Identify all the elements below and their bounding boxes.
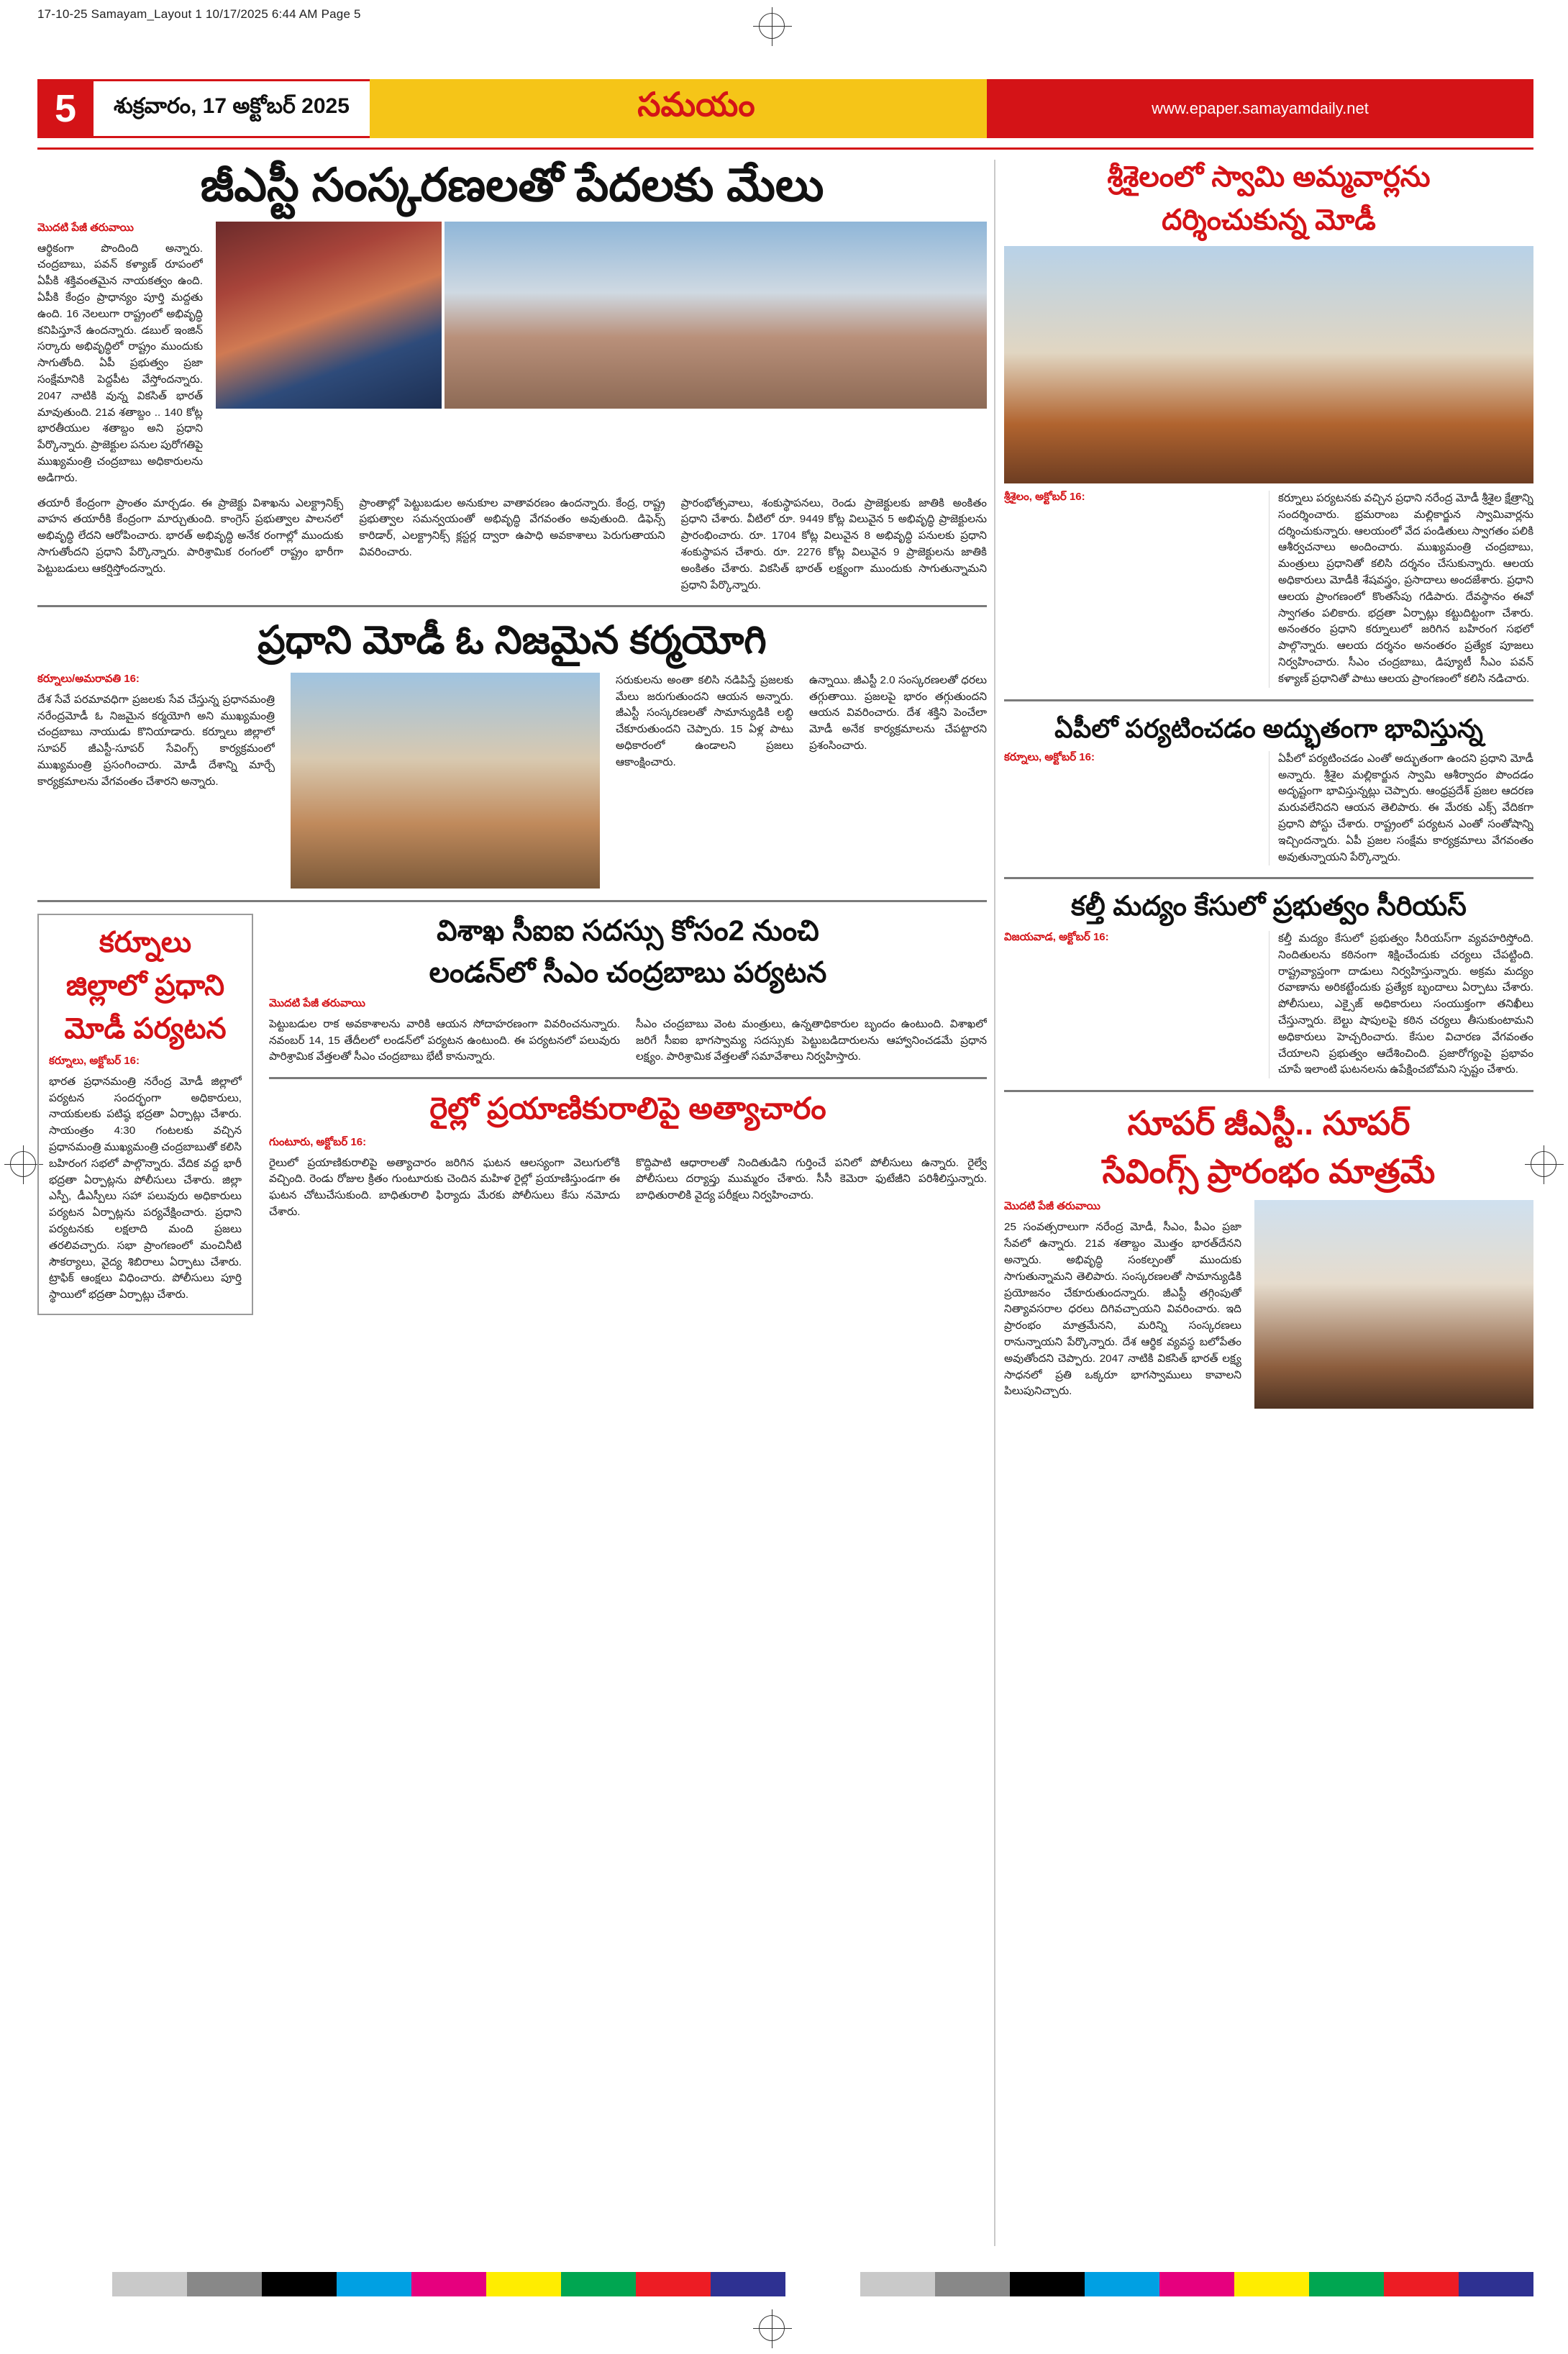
left-column-block: [37, 160, 987, 1315]
column-separator: [994, 160, 995, 2246]
lead-paragraph-2: తయారీ కేంద్రంగా ప్రాంతం మార్చడం. ఈ ప్రాజెక్టు విశాఖను ఎలక్ట్రానిక్స్ వాహన తయారీకి కేంద్రంగా మార్చుతుంది. కాంగ్రెస్ ప్రభుత్వాల పాలనలో అభివృద్ధి లేదని ఆరోపించారు. భారత్ అభివృద్ధి అనేక రంగాల్లో ముందుకు సాగుతోందని ప్రధాని పేర్కొన్నారు. పారిశ్రామిక రంగంలో రాష్ట్రం భారీగా పెట్టుబడులు ఆకర్షిస్తోందన్నారు.: [37, 496, 344, 575]
karnool-headline-line-3: మోడీ పర్యటన: [64, 1012, 227, 1045]
color-swatch-17: [1309, 2272, 1384, 2296]
article-train-crime: [269, 1091, 987, 1221]
karnool-dateline: కర్నూలు, అక్టోబర్ 16:: [49, 1054, 140, 1067]
karmayogi-dateline: కర్నూలు/అమరావతి 16:: [37, 672, 140, 685]
divider-4: [1004, 699, 1533, 701]
vizag-paragraph-1: పెట్టుబడుల రాక అవకాశాలను వారికి ఆయన సోదాహరణంగా వివరించనున్నారు. నవంబర్ 14, 15 తేదీలలో లండన్‌లో పర్యటన ఉంటుంది. ఈ పర్యటనలో పలువురు పారిశ్రామిక వేత్తలతో సీఎం చంద్రబాబు భేటీ కానున్నారు.: [269, 1017, 620, 1063]
print-header: 17-10-25 Samayam_Layout 1 10/17/2025 6:44 AM Page 5: [37, 7, 361, 21]
karmayogi-headline: ప్రధాని మోడీ ఓ నిజమైన కర్మయోగి: [257, 619, 767, 663]
article-liquor-case: [1004, 891, 1533, 1078]
color-swatch-0: [37, 2272, 112, 2296]
article-karnool-tour: [37, 914, 253, 1315]
divider-1: [37, 605, 987, 607]
vizag-paragraph-2: సీఎం చంద్రబాబు వెంట మంత్రులు, ఉన్నతాధికారుల బృందం ఉంటుంది. విశాఖలో జరిగే సీఐఐ భాగస్వామ్య సదస్సుకు పెట్టుబడిదారులను ఆహ్వానించడమే ప్రధాన లక్ష్యం. పారిశ్రామిక వేత్తలతో సమావేశాలు నిర్వహిస్తారు.: [636, 1017, 987, 1063]
srisailam-headline-line-1: శ్రీశైలంలో స్వామి అమ్మవార్లను: [1107, 161, 1431, 193]
train-crime-dateline: గుంటూరు, అక్టోబర్ 16:: [269, 1135, 367, 1148]
liquor-headline: కల్తీ మద్యం కేసులో ప్రభుత్వం సీరియస్: [1071, 891, 1467, 922]
liquor-body: కల్తీ మద్యం కేసులో ప్రభుత్వం సీరియస్‌గా వ్యవహరిస్తోంది. నిందితులను కఠినంగా శిక్షించేందుకు చర్యలు చేపట్టింది. రాష్ట్రవ్యాప్తంగా దాడులు నిర్వహిస్తున్నారు. అక్రమ మద్యం రవాణాను అరికట్టేందుకు ప్రత్యేక బృందాలు ఏర్పాటు చేశారు. పోలీసులు, ఎక్సైజ్ అధికారులు సంయుక్తంగా తనిఖీలు చేస్తున్నారు. బెల్టు షాపులపై కఠిన చర్యలు తీసుకుంటామని అధికారులు హెచ్చరించారు. కేసుల విచారణ వేగవంతం చేయాలని ప్రభుత్వం ఆదేశించింది. ప్రజారోగ్యంపై ప్రభావం చూపే ఇలాంటి ఘటనలను ఉపేక్షించబోమని స్పష్టం చేశారు.: [1278, 932, 1533, 1076]
color-swatch-1: [112, 2272, 187, 2296]
train-crime-headline: రైల్లో ప్రయాణికురాలిపై అత్యాచారం: [429, 1091, 826, 1126]
color-swatch-2: [187, 2272, 262, 2296]
page-number: 5: [37, 79, 94, 138]
website-link[interactable]: www.epaper.samayamdaily.net: [987, 79, 1533, 138]
article-vizag-london: [269, 914, 987, 1065]
train-crime-paragraph-1: రైలులో ప్రయాణికురాలిపై అత్యాచారం జరిగిన ఘటన ఆలస్యంగా వెలుగులోకి వచ్చింది. రెండు రోజుల క్రితం గుంటూరుకు చెందిన మహిళ రైల్లో ప్రయాణిస్తుండగా ఈ ఘటన చోటుచేసుకుంది. బాధితురాలి ఫిర్యాదు మేరకు పోలీసులు కేసు నమోదు చేశారు.: [269, 1156, 620, 1219]
color-swatch-16: [1234, 2272, 1309, 2296]
color-swatch-4: [337, 2272, 411, 2296]
supergst-headline-line-2: సేవింగ్స్ ప్రారంభం మాత్రమే: [1102, 1153, 1436, 1191]
divider-2: [37, 900, 987, 902]
tourism-dateline: కర్నూలు, అక్టోబర్ 16:: [1004, 750, 1095, 763]
train-crime-paragraph-2: కొద్దిపాటి ఆధారాలతో నిందితుడిని గుర్తించే పనిలో పోలీసులు ఉన్నారు. రైల్వే పోలీసులు దర్యాప్తు ముమ్మరం చేశారు. సీసీ కెమెరా ఫుటేజీని పరిశీలిస్తున్నారు. బాధితురాలికి వైద్య పరీక్షలు నిర్వహించారు.: [636, 1156, 987, 1202]
color-swatch-6: [486, 2272, 561, 2296]
karnool-headline-line-1: కర్నూలు: [99, 926, 192, 958]
photo-modi-cbn-airport: [291, 673, 600, 889]
vizag-byline: మొదటి పేజీ తరువాయి: [269, 996, 365, 1009]
lead-paragraph-4: ప్రారంభోత్సవాలు, శంకుస్థాపనలు, రెండు ప్రాజెక్టులకు జాతికి అంకితం ప్రధాని చేశారు. వీటిలో రూ. 9449 కోట్ల విలువైన 5 అభివృద్ధి ప్రాజెక్టులను ప్రారంభించారు. రూ. 1704 కోట్ల విలువైన 8 అభివృద్ధి పనులకు ప్రధాని శంకుస్థాపన చేశారు. రూ. 2276 కోట్ల విలువైన 9 ప్రాజెక్టులను జాతికి అంకితం చేశారు. వికసిత్ భారత్ లక్ష్యంగా ముందుకు సాగుతున్నామని ప్రధాని పేర్కొన్నారు.: [680, 496, 987, 591]
color-swatch-7: [561, 2272, 636, 2296]
divider-5: [1004, 877, 1533, 879]
article-srisailam: [1004, 160, 1533, 688]
color-swatch-12: [935, 2272, 1010, 2296]
color-swatch-11: [860, 2272, 935, 2296]
color-swatch-8: [636, 2272, 711, 2296]
registration-mark-right: [1531, 1151, 1556, 1177]
registration-mark-top: [759, 13, 785, 39]
color-swatch-13: [1010, 2272, 1085, 2296]
lead-paragraph-3: ప్రాంతాల్లో పెట్టుబడుల అనుకూల వాతావరణం ఉందన్నారు. కేంద్ర, రాష్ట్ర ప్రభుత్వాల సమన్వయంతో అభివృద్ధి వేగవంతం అవుతుంది. డిఫెన్స్ కారిడార్, ఎలక్ట్రానిక్స్ క్లస్టర్ల ద్వారా ఉపాధి అవకాశాలు పెరుగుతాయని వివరించారు.: [359, 496, 665, 559]
liquor-dateline: విజయవాడ, అక్టోబర్ 16:: [1004, 930, 1109, 943]
supergst-headline-line-1: సూపర్ జీఎస్టీ.. సూపర్: [1127, 1104, 1410, 1142]
article-lead-gst: [37, 160, 987, 594]
photo-train-launch: [216, 222, 442, 409]
issue-date: శుక్రవారం, 17 అక్టోబర్ 2025: [94, 79, 370, 138]
color-swatch-9: [711, 2272, 785, 2296]
article-modi-karmayogi: [37, 619, 987, 888]
color-swatch-5: [411, 2272, 486, 2296]
color-swatch-19: [1459, 2272, 1533, 2296]
karnool-headline-line-2: జిల్లాలో ప్రధాని: [65, 969, 225, 1001]
karnool-body: భారత ప్రధానమంత్రి నరేంద్ర మోడీ జిల్లాలో పర్యటన సందర్భంగా అధికారులు, నాయకులకు పటిష్ఠ భద్రతా ఏర్పాట్లు చేశారు. సాయంత్రం 4:30 గంటలకు వచ్చిన ప్రధానమంత్రి ముఖ్యమంత్రి చంద్రబాబుతో కలిసి బహిరంగ సభలో పాల్గొన్నారు. వేదిక వద్ద భారీ భద్రతా ఏర్పాట్లను పోలీసులు చేశారు. జిల్లా ఎస్పీ, డీఎస్పీలు సహా పలువురు అధికారులు పర్యటన ఏర్పాట్లను పర్యవేక్షించారు. ప్రధాని పర్యటనకు లక్షలాది మంది ప్రజలు తరలివచ్చారు. సభా ప్రాంగణంలో మంచినీటి సౌకర్యాలు, వైద్య శిబిరాలు ఏర్పాటు చేశారు. ట్రాఫిక్ ఆంక్షలు విధించారు. పోలీసులు పూర్తి స్థాయిలో భద్రతా ఏర్పాట్లు చేశారు.: [49, 1075, 242, 1301]
divider-3: [269, 1077, 987, 1079]
lead-paragraph-1: ఆర్థికంగా పొందింది అన్నారు. చంద్రబాబు, పవన్ కళ్యాణ్‌ రూపంలో ఏపీకి శక్తివంతమైన నాయకత్వం ఉంది. ఏపీకి కేంద్రం ప్రాధాన్యం పూర్తి మద్దతు ఉంది. 16 నెలలుగా రాష్ట్రంలో అభివృద్ధి కనిపిస్తూనే ఉందన్నారు. డబుల్ ఇంజిన్ సర్కారు అభివృద్ధిలో రాష్ట్రం ముందుకు సాగుతోంది. ఏపీ ప్రభుత్వం ప్రజా సంక్షేమానికి పెద్దపీట వేస్తోందన్నారు. 2047 నాటికి వున్న వికసిత్ భారత్ మావుతుంది. 21వ శతాబ్దం .. 140 కోట్ల భారతీయుల శతాబ్దం అని ప్రధాని పేర్కొన్నారు. ప్రాజెక్టుల పనుల పురోగతిపై ముఖ్యమంత్రి చంద్రబాబు అధికారులను అడిగారు.: [37, 242, 203, 484]
article-super-gst: [1004, 1104, 1533, 1409]
karmayogi-paragraph-2: సరుకులను అంతా కలిసి నడిపిస్తే ప్రజలకు మేలు జరుగుతుందని ఆయన అన్నారు. జీఎస్టీ సంస్కరణలతో సామాన్యుడికి లబ్ధి చేకూరుతుందని చెప్పారు. 15 ఏళ్ల పాటు అధికారంలో ఉండాలని ప్రజలు ఆకాంక్షించారు.: [616, 673, 793, 768]
color-swatch-15: [1159, 2272, 1234, 2296]
vizag-headline-line-1: విశాఖ సీఐఐ సదస్సు కోసం2 నుంచి: [437, 914, 819, 947]
lead-byline: మొదటి పేజీ తరువాయి: [37, 221, 134, 234]
color-swatch-14: [1085, 2272, 1159, 2296]
color-swatch-3: [262, 2272, 337, 2296]
srisailam-headline-line-2: దర్శించుకున్న మోడీ: [1162, 204, 1376, 236]
srisailam-body: కర్నూలు పర్యటనకు వచ్చిన ప్రధాని నరేంద్ర మోడీ శ్రీశైల క్షేత్రాన్ని సందర్శించారు. భ్రమరాంబ మల్లికార్జున స్వామివార్లను దర్శించుకున్నారు. ఆలయంలో వేద పండితులు స్వాగతం పలికి ఆశీర్వచనాలు అందించారు. ముఖ్యమంత్రి చంద్రబాబు, మంత్రులు ప్రధానితో కలిసి దర్శనం చేసుకున్నారు. ఆలయ అధికారులు మోడీకి శేషవస్త్రం, ప్రసాదాలు అందజేశారు. ప్రధాని ఆలయ ప్రాంగణంలో కొంతసేపు గడిపారు. దేవస్థానం ఈవో స్వాగతం పలికారు. భద్రతా ఏర్పాట్లు కట్టుదిట్టంగా చేశారు. అనంతరం ప్రధాని కర్నూలులో జరిగిన బహిరంగ సభలో పాల్గొన్నారు. ఆలయ దర్శనం అనంతరం ప్రత్యేక పూజలు నిర్వహించారు. సీఎం చంద్రబాబు, డిప్యూటీ సీఎం పవన్ కళ్యాణ్ ప్రధానితో పాటు ఆలయ ప్రాంగణంలో కలిసి నడిచారు.: [1278, 492, 1533, 685]
vizag-headline-line-2: లండన్‌లో సీఎం చంద్రబాబు పర్యటన: [429, 956, 827, 989]
tourism-body: ఏపీలో పర్యటించడం ఎంతో అద్భుతంగా ఉందని ప్రధాని మోడీ అన్నారు. శ్రీశైల మల్లికార్జున స్వామి ఆశీర్వాదం పొందడం అదృష్టంగా భావిస్తున్నట్లు చెప్పారు. ఆంధ్రప్రదేశ్ ప్రజల ఆదరణ మరువలేనిదని ఆయన తెలిపారు. ఈ మేరకు ఎక్స్ వేదికగా ప్రధాని పోస్టు చేశారు. రాష్ట్రంలో పర్యటన ఎంతో సంతోషాన్ని ఇచ్చిందన్నారు. ఏపీ ప్రజల సంక్షేమ కార్యక్రమాలు వేగవంతం అవుతున్నాయని పేర్కొన్నారు.: [1278, 752, 1533, 863]
paper-title: సమయం: [406, 79, 987, 138]
right-column-block: [1004, 160, 1533, 1409]
srisailam-dateline: శ్రీశైలం, అక్టోబర్ 16:: [1004, 491, 1085, 503]
tourism-headline: ఏపీలో పర్యటించడం అద్భుతంగా భావిస్తున్న: [1054, 713, 1483, 743]
photo-cbn-speech: [1254, 1200, 1533, 1409]
color-swatch-10: [785, 2272, 860, 2296]
masthead-rule: [37, 147, 1533, 150]
lead-photo-collage: [216, 222, 987, 409]
masthead-wedge: [370, 79, 406, 138]
supergst-byline: మొదటి పేజీ తరువాయి: [1004, 1200, 1100, 1213]
supergst-body: 25 సంవత్సరాలుగా నరేంద్ర మోడీ, సీఎం, పీఎం ప్రజా సేవలో ఉన్నారు. 21వ శతాబ్దం మొత్తం భారత్‌దేనని అన్నారు. అభివృద్ధి సంకల్పంతో ముందుకు సాగుతున్నామని తెలిపారు. సంస్కరణలతో సామాన్యుడికి ప్రయోజనం చేకూరుతుందన్నారు. జీఎస్టీ తగ్గింపుతో నిత్యావసరాల ధరలు దిగివచ్చాయని వివరించారు. ఇది ప్రారంభం మాత్రమేనని, మరిన్ని సంస్కరణలు రానున్నాయని పేర్కొన్నారు. దేశ ఆర్థిక వ్యవస్థ బలోపేతం అవుతోందని చెప్పారు. 2047 నాటికి వికసిత్ భారత్ లక్ష్య సాధనలో ప్రతి ఒక్కరూ భాగస్వాములు కావాలని పిలుపునిచ్చారు.: [1004, 1221, 1241, 1398]
photo-srisailam-temple: [1004, 246, 1533, 483]
color-swatch-18: [1384, 2272, 1459, 2296]
photo-dignitaries: [445, 222, 987, 409]
article-tourism: [1004, 713, 1533, 866]
divider-6: [1004, 1090, 1533, 1092]
registration-mark-bottom: [759, 2315, 785, 2341]
masthead: [37, 79, 1533, 138]
page-title: జీఎస్టీ సంస్కరణలతో పేదలకు మేలు: [200, 159, 824, 211]
print-color-bar: [37, 2272, 1533, 2296]
registration-mark-left: [10, 1151, 36, 1177]
karmayogi-paragraph-3: ఉన్నాయి. జీఎస్టీ 2.0 సంస్కరణలతో ధరలు తగ్గుతాయి. ప్రజలపై భారం తగ్గుతుందని ఆయన వివరించారు. దేశ శక్తిని పెంచేలా మోడీ అనేక కార్యక్రమాలను చేపట్టారని ప్రశంసించారు.: [809, 673, 987, 753]
karmayogi-paragraph-1: దేశ సేవే పరమావధిగా ప్రజలకు సేవ చేస్తున్న ప్రధానమంత్రి నరేంద్రమోడీ ఓ నిజమైన కర్మయోగి అని ముఖ్యమంత్రి చంద్రబాబు నాయుడు కొనియాడారు. కర్నూలు జిల్లాలో సూపర్ జీఎస్టీ-సూపర్ సేవింగ్స్ కార్యక్రమంలో ముఖ్యమంత్రి ప్రసంగించారు. మోడీ దేశాన్ని మార్చే కార్యక్రమాలను వేగవంతం చేశారని అన్నారు.: [37, 693, 275, 788]
